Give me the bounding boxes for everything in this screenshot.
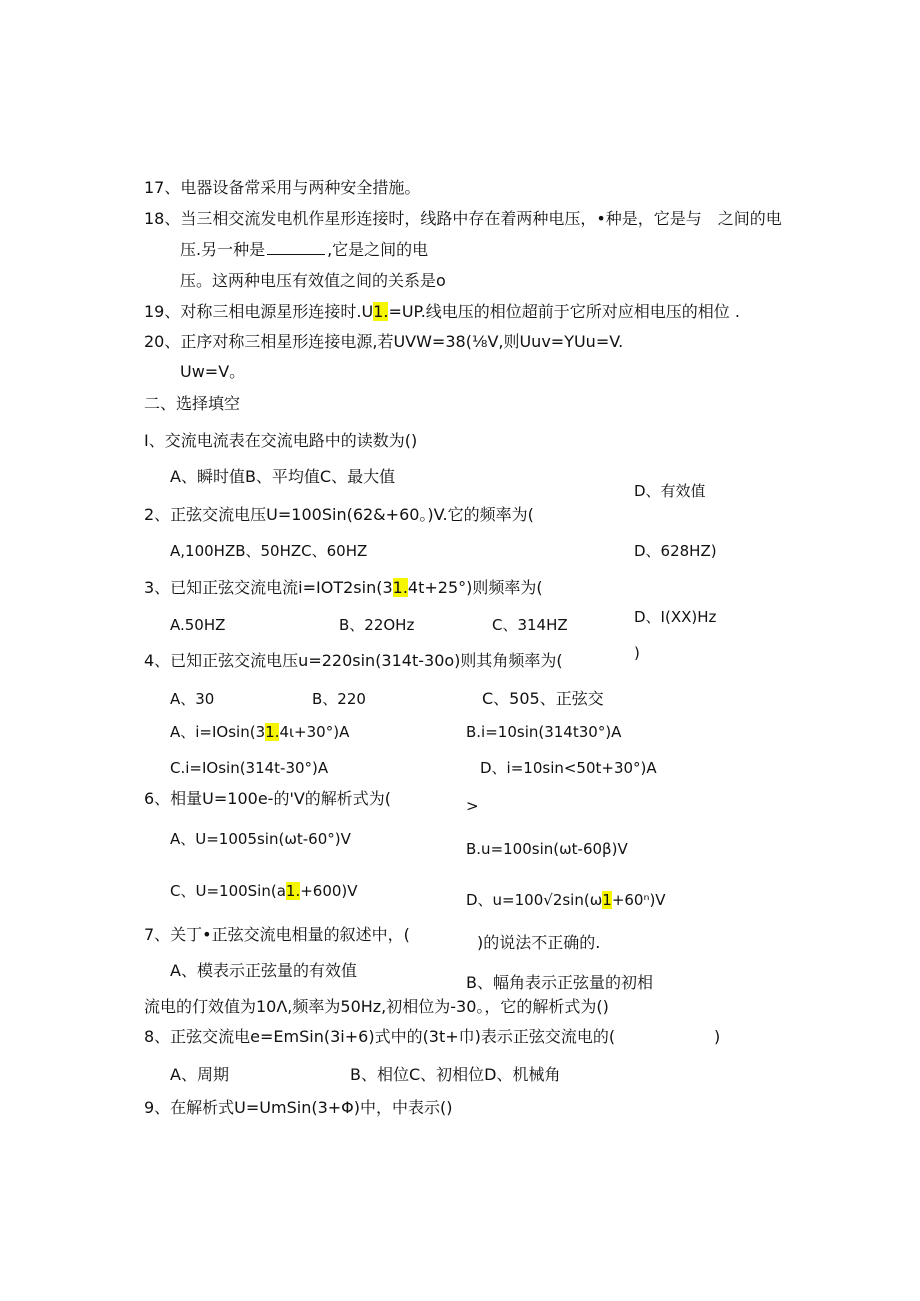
stray-mark: > (466, 797, 479, 815)
choice-8-options: B、相位C、初相位D、机械角 (350, 1065, 561, 1084)
c3-text-b: 4t+25°)则频率为( (407, 578, 543, 597)
c6c-text-a: C、U=100Sin(a (170, 882, 286, 900)
choice-1-option-d: D、有效值 (634, 482, 706, 500)
choice-2: 2、正弦交流电压U=100Sin(62&+60。)V.它的频率为( (144, 505, 534, 524)
c5a-text-b: 4ι+30°)A (279, 723, 350, 741)
c5a-text-a: A、i=IOsin(3 (170, 723, 266, 741)
c3-text-a: 3、已知正弦交流电流i=IOT2sin(3 (144, 578, 393, 597)
choice-2-options: A,100HZB、50HZC、60HZ (170, 542, 368, 560)
highlight-mark: 1. (285, 882, 301, 900)
answer-blank[interactable] (267, 240, 325, 255)
choice-9: 9、在解析式U=UmSin(3+Φ)中，中表示() (144, 1098, 453, 1117)
choice-7-option-a: A、模表示正弦量的有效值 (170, 961, 357, 980)
choice-3-option-b: B、22OHz (339, 616, 415, 634)
c6d-text-a: D、u=100√2sin(ω (466, 891, 603, 909)
choice-3-option-d: D、I(XX)Hz (634, 608, 717, 626)
choice-5-option-d: D、i=10sin<50t+30°)A (480, 759, 657, 777)
choice-8-option-a: A、周期 (170, 1065, 229, 1084)
highlight-mark: 1. (373, 302, 389, 321)
choice-7-option-b: B、幅角表示正弦量的初相 (466, 973, 653, 992)
choice-8: 8、正弦交流电e=EmSin(3i+6)式中的(3t+巾)表示正弦交流电的( (144, 1027, 616, 1046)
question-18-line1: 18、当三相交流发电机作星形连接时，线路中存在着两种电压，•种是，它是与 之间的电 (144, 209, 782, 228)
choice-5-question: 流电的仃效值为10Λ,频率为50Hz,初相位为-30。，它的解析式为() (144, 997, 609, 1016)
choice-1: I、交流电流表在交流电路中的读数为() (144, 431, 418, 450)
c6c-text-b: +600)V (300, 882, 358, 900)
choice-8-close: ) (714, 1027, 721, 1046)
q18-text-b: ,它是之间的电 (327, 240, 429, 259)
choice-3-option-c: C、314HZ (492, 616, 568, 634)
choice-6-option-b: B.u=100sin(ωt-60β)V (466, 840, 628, 858)
question-18-line3: 压。这两种电压有效值之间的关系是o (180, 271, 446, 290)
choice-3-option-a: A.50HZ (170, 616, 226, 634)
choice-6-option-a: A、U=1005sin(ωt-60°)V (170, 830, 351, 848)
choice-6: 6、相量U=100e-的'V的解析式为( (144, 789, 392, 808)
highlight-mark: 1 (602, 891, 612, 909)
section-heading: 二、选择填空 (144, 394, 241, 413)
q19-text-a: 19、对称三相电源星形连接时.U (144, 302, 374, 321)
choice-4-option-b: B、220 (312, 690, 366, 708)
q19-text-b: =UP.线电压的相位超前于它所对应相电压的相位 . (388, 302, 740, 321)
choice-5-option-c: C.i=IOsin(314t-30°)A (170, 759, 329, 777)
question-17: 17、电器设备常采用与两种安全措施。 (144, 178, 421, 197)
q18-text-a: 压.另一种是 (180, 240, 266, 259)
choice-1-options: A、瞬时值B、平均值C、最大值 (170, 467, 396, 486)
choice-2-option-d: D、628HZ) (634, 542, 717, 560)
choice-3 (144, 578, 543, 598)
choice-4-option-a: A、30 (170, 690, 215, 708)
choice-7: 7、关丁•正弦交流电相量的叙述中，( (144, 925, 410, 944)
choice-5-option-a (170, 722, 349, 742)
choice-6-option-d (466, 890, 666, 910)
question-20-line2: Uw=V。 (180, 362, 246, 381)
choice-4: 4、已知正弦交流电压u=220sin(314t-30o)则其角频率为( (144, 651, 563, 670)
highlight-mark: 1. (265, 723, 280, 741)
highlight-mark: 1. (392, 578, 408, 597)
question-20-line1: 20、正序对称三相星形连接电源,若UVW=38(⅛V,则Uuv=YUu=V. (144, 332, 624, 351)
choice-6-option-c (170, 881, 358, 901)
choice-7-tail: )的说法不正确的. (477, 933, 601, 952)
choice-4-option-c: C、505、正弦交 (482, 689, 604, 708)
choice-3-close: ) (634, 644, 640, 662)
question-18-line2 (180, 240, 428, 260)
question-19 (144, 302, 740, 322)
c6d-text-b: +60ⁿ)V (611, 891, 666, 909)
choice-5-option-b: B.i=10sin(314t30°)A (466, 723, 622, 741)
